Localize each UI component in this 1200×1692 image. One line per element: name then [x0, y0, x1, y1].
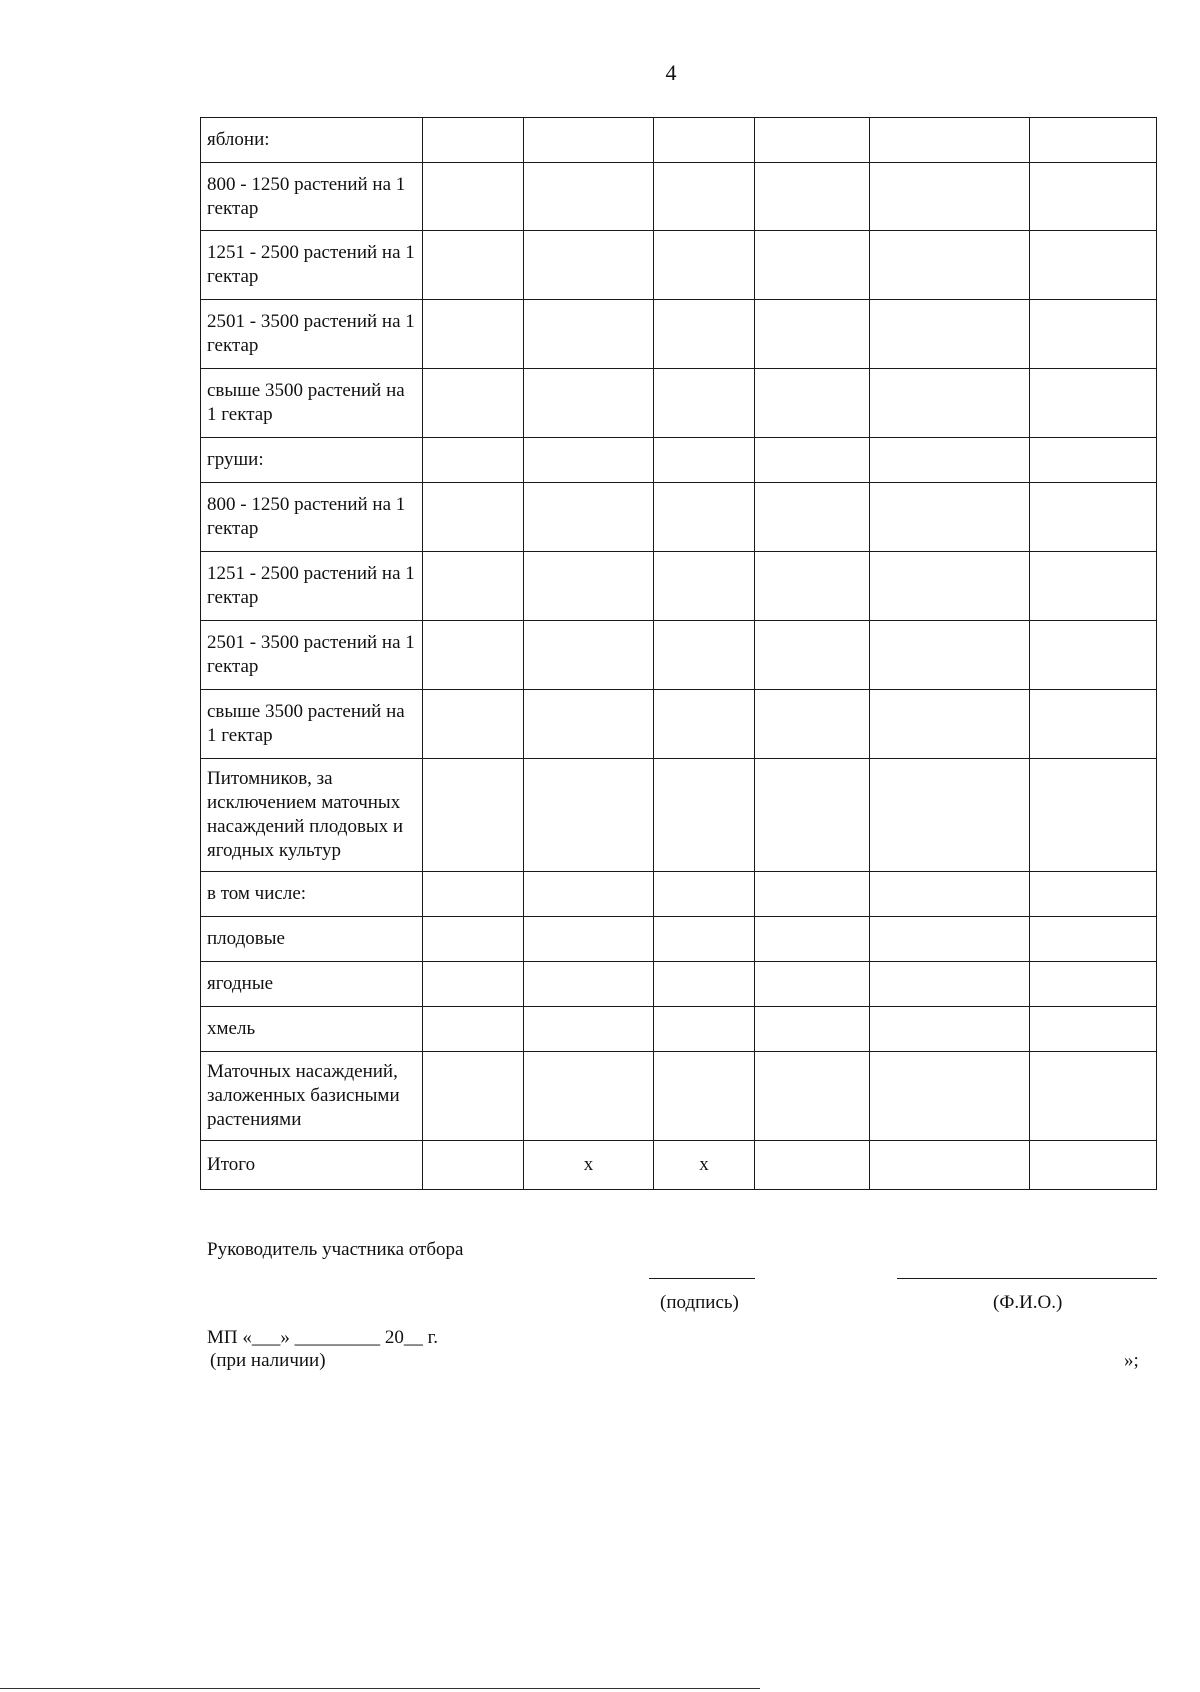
table-cell: [423, 118, 524, 163]
table-cell: [870, 483, 1030, 552]
table-cell: [524, 118, 654, 163]
table-cell: [423, 1007, 524, 1052]
table-row: [201, 369, 1157, 438]
table-cell: [654, 552, 755, 621]
table-cell: [654, 1007, 755, 1052]
row-label: 2501 - 3500 растений на 1 гектар: [201, 300, 423, 369]
table-cell: [1030, 1141, 1157, 1190]
row-label: Итого: [201, 1141, 423, 1190]
table-row: [201, 300, 1157, 369]
table-cell: [1030, 369, 1157, 438]
table-cell: [524, 690, 654, 759]
table-cell: [1030, 690, 1157, 759]
table-row: [201, 1052, 1157, 1141]
table-cell: [423, 621, 524, 690]
table-cell: [654, 759, 755, 872]
table-cell: [654, 483, 755, 552]
table-cell: [524, 917, 654, 962]
table-cell: [423, 962, 524, 1007]
table-cell: [524, 872, 654, 917]
table-cell: [755, 962, 870, 1007]
table-cell: x: [654, 1141, 755, 1190]
table-cell: [755, 300, 870, 369]
table-cell: [755, 163, 870, 231]
name-line: [897, 1278, 1157, 1279]
table-cell: [423, 438, 524, 483]
table-row: [201, 1141, 1157, 1190]
table-cell: [870, 759, 1030, 872]
table-cell: [524, 621, 654, 690]
table-cell: [755, 621, 870, 690]
table-cell: [870, 552, 1030, 621]
table-row: [201, 483, 1157, 552]
table-cell: [1030, 118, 1157, 163]
table-cell: [755, 1052, 870, 1141]
row-label: Маточных насаждений, заложенных базисными растениями: [201, 1052, 423, 1141]
table-cell: [1030, 962, 1157, 1007]
table-row: [201, 438, 1157, 483]
table-cell: [524, 1007, 654, 1052]
table-cell: [654, 621, 755, 690]
table-cell: [524, 231, 654, 300]
table-cell: [423, 231, 524, 300]
table-row: [201, 118, 1157, 163]
table-cell: [654, 300, 755, 369]
table-row: [201, 917, 1157, 962]
table-cell: [1030, 759, 1157, 872]
table-cell: [870, 118, 1030, 163]
table-cell: [1030, 1007, 1157, 1052]
table-cell: [423, 552, 524, 621]
table-cell: [755, 1007, 870, 1052]
table-cell: [755, 369, 870, 438]
table-cell: [870, 621, 1030, 690]
table-cell: [755, 690, 870, 759]
table-cell: x: [524, 1141, 654, 1190]
table-cell: [654, 231, 755, 300]
table-cell: [870, 163, 1030, 231]
row-label: 1251 - 2500 растений на 1 гектар: [201, 552, 423, 621]
table-row: [201, 962, 1157, 1007]
table-cell: [870, 438, 1030, 483]
row-label: 800 - 1250 растений на 1 гектар: [201, 163, 423, 231]
table-cell: [870, 1007, 1030, 1052]
row-label: плодовые: [201, 917, 423, 962]
table-cell: [870, 962, 1030, 1007]
table-cell: [755, 231, 870, 300]
row-label: свыше 3500 растений на 1 гектар: [201, 690, 423, 759]
table-cell: [423, 1141, 524, 1190]
table-cell: [1030, 483, 1157, 552]
table-row: [201, 231, 1157, 300]
table-cell: [423, 917, 524, 962]
table-cell: [423, 1052, 524, 1141]
table-cell: [870, 1141, 1030, 1190]
table-cell: [1030, 163, 1157, 231]
stamp-date-line: МП «___» _________ 20__ г.: [207, 1327, 439, 1348]
table-cell: [524, 300, 654, 369]
table-cell: [654, 917, 755, 962]
table-cell: [755, 872, 870, 917]
table-cell: [423, 872, 524, 917]
table-cell: [1030, 1052, 1157, 1141]
row-label: в том числе:: [201, 872, 423, 917]
table-cell: [870, 690, 1030, 759]
table-cell: [755, 118, 870, 163]
signature-line: [649, 1278, 755, 1279]
table-cell: [524, 163, 654, 231]
table-cell: [654, 118, 755, 163]
stamp-note: (при наличии): [210, 1350, 326, 1371]
table-cell: [870, 369, 1030, 438]
table-cell: [423, 690, 524, 759]
table-cell: [1030, 621, 1157, 690]
table-cell: [1030, 438, 1157, 483]
table-cell: [524, 438, 654, 483]
table-cell: [1030, 917, 1157, 962]
table-row: [201, 621, 1157, 690]
table-cell: [1030, 300, 1157, 369]
table-row: [201, 759, 1157, 872]
table-cell: [755, 552, 870, 621]
row-label: 2501 - 3500 растений на 1 гектар: [201, 621, 423, 690]
row-label: Питомников, за исключением маточных насаждений плодовых и ягодных культур: [201, 759, 423, 872]
table-cell: [755, 483, 870, 552]
closing-quote-mark: »;: [1124, 1350, 1139, 1371]
table-cell: [524, 759, 654, 872]
page-number: 4: [665, 60, 677, 85]
table-cell: [423, 300, 524, 369]
table-cell: [870, 872, 1030, 917]
row-label: ягодные: [201, 962, 423, 1007]
row-label: яблони:: [201, 118, 423, 163]
table-cell: [1030, 231, 1157, 300]
table-cell: [524, 1052, 654, 1141]
row-label: хмель: [201, 1007, 423, 1052]
table-cell: [870, 1052, 1030, 1141]
table-cell: [755, 759, 870, 872]
table-cell: [654, 1052, 755, 1141]
table-cell: [423, 759, 524, 872]
row-label: груши:: [201, 438, 423, 483]
table-cell: [870, 300, 1030, 369]
table-row: [201, 163, 1157, 231]
table-cell: [524, 552, 654, 621]
table-cell: [654, 962, 755, 1007]
table-cell: [423, 369, 524, 438]
table-cell: [1030, 552, 1157, 621]
table-cell: [524, 962, 654, 1007]
signer-role-label: Руководитель участника отбора: [207, 1239, 464, 1260]
table-cell: [654, 872, 755, 917]
table-cell: [755, 438, 870, 483]
table-cell: [1030, 872, 1157, 917]
table-cell: [755, 1141, 870, 1190]
table-cell: [654, 163, 755, 231]
row-label: свыше 3500 растений на 1 гектар: [201, 369, 423, 438]
crop-area-table: [200, 117, 1157, 1190]
table-cell: [870, 917, 1030, 962]
table-cell: [870, 231, 1030, 300]
table-cell: [524, 369, 654, 438]
table-row: [201, 690, 1157, 759]
signature-caption: (подпись): [660, 1292, 739, 1313]
table-cell: [755, 917, 870, 962]
name-caption: (Ф.И.О.): [993, 1292, 1063, 1313]
table-row: [201, 872, 1157, 917]
row-label: 800 - 1250 растений на 1 гектар: [201, 483, 423, 552]
table-cell: [524, 483, 654, 552]
table-cell: [654, 690, 755, 759]
table-row: [201, 552, 1157, 621]
table-cell: [423, 483, 524, 552]
table-cell: [654, 369, 755, 438]
table-cell: [423, 163, 524, 231]
row-label: 1251 - 2500 растений на 1 гектар: [201, 231, 423, 300]
bottom-edge-rule: [0, 1688, 760, 1689]
table-row: [201, 1007, 1157, 1052]
table-cell: [654, 438, 755, 483]
